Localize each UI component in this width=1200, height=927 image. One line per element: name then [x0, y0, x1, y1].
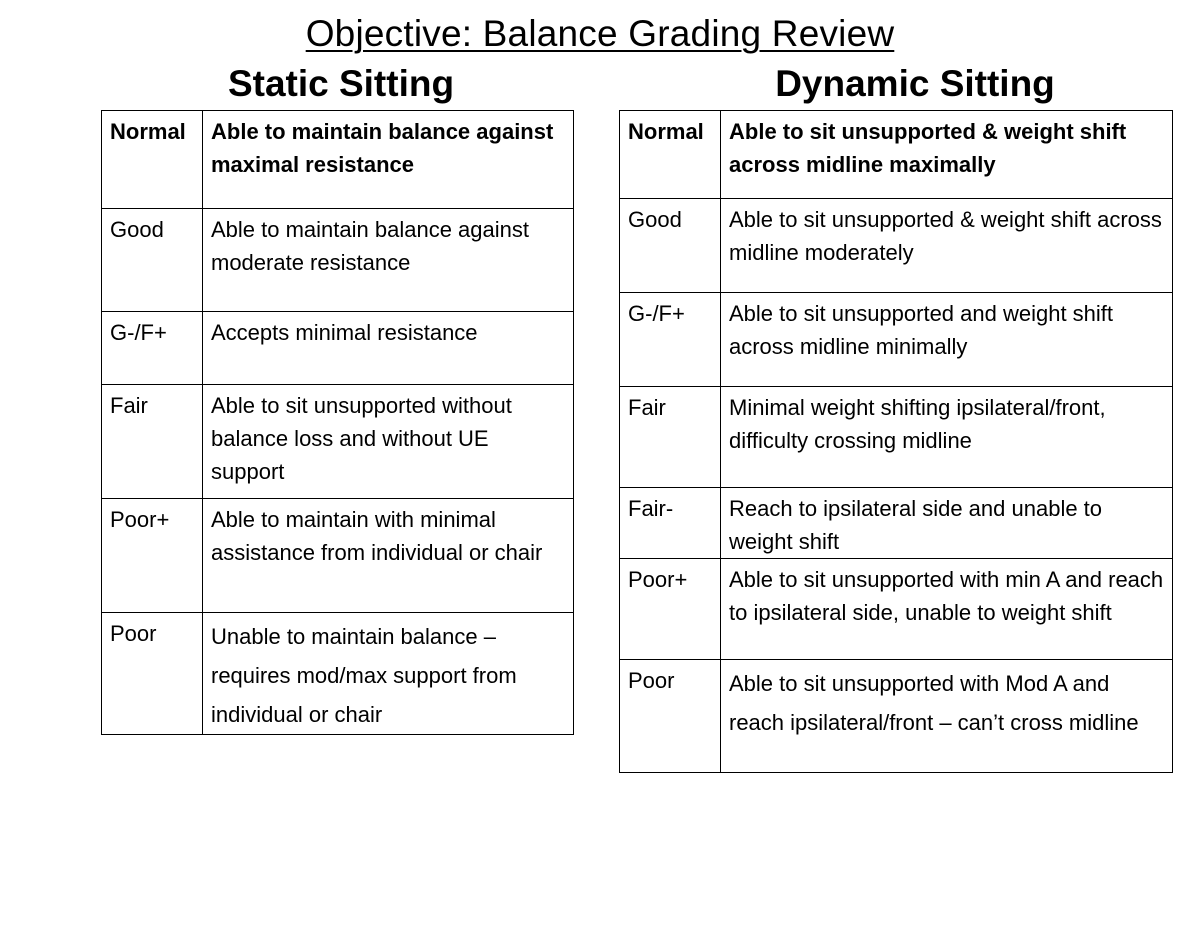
- table-row: [620, 293, 1173, 387]
- grade-cell: Good: [102, 209, 203, 312]
- description-cell: Able to maintain balance against maximal resistance: [203, 111, 574, 209]
- table-row: [620, 488, 1173, 559]
- table-row: [102, 312, 574, 385]
- grade-cell: Poor: [620, 660, 721, 773]
- description-cell: Reach to ipsilateral side and unable to weight shift: [721, 488, 1173, 559]
- grade-cell: Fair: [620, 387, 721, 488]
- table-row: [102, 499, 574, 613]
- grade-cell: Poor: [102, 613, 203, 735]
- grade-cell: Fair-: [620, 488, 721, 559]
- description-cell: Accepts minimal resistance: [203, 312, 574, 385]
- table-row: [620, 387, 1173, 488]
- static-sitting-heading: Static Sitting: [227, 63, 455, 104]
- description-cell: Able to sit unsupported with min A and reach to ipsilateral side, unable to weight shift: [721, 559, 1173, 660]
- dynamic-sitting-heading: Dynamic Sitting: [775, 63, 1055, 104]
- dynamic-sitting-table: [619, 110, 1173, 773]
- table-row: [620, 660, 1173, 773]
- grade-cell: Poor+: [102, 499, 203, 613]
- table-row: [620, 111, 1173, 199]
- table-row: [102, 209, 574, 312]
- description-cell: Able to sit unsupported with Mod A and reach ipsilateral/front – can’t cross midline: [721, 660, 1173, 773]
- page-title: Objective: Balance Grading Review: [305, 13, 895, 54]
- static-sitting-table: [101, 110, 574, 735]
- description-cell: Minimal weight shifting ipsilateral/front, difficulty crossing midline: [721, 387, 1173, 488]
- grade-cell: Normal: [102, 111, 203, 209]
- grade-cell: Normal: [620, 111, 721, 199]
- table-row: [102, 613, 574, 735]
- table-row: [102, 385, 574, 499]
- description-cell: Able to sit unsupported & weight shift across midline moderately: [721, 199, 1173, 293]
- grade-cell: G-/F+: [620, 293, 721, 387]
- table-row: [102, 111, 574, 209]
- description-cell: Able to sit unsupported and weight shift across midline minimally: [721, 293, 1173, 387]
- grade-cell: Poor+: [620, 559, 721, 660]
- table-row: [620, 559, 1173, 660]
- description-cell: Able to sit unsupported without balance loss and without UE support: [203, 385, 574, 499]
- description-cell: Able to sit unsupported & weight shift across midline maximally: [721, 111, 1173, 199]
- grade-cell: Fair: [102, 385, 203, 499]
- table-row: [620, 199, 1173, 293]
- grade-cell: G-/F+: [102, 312, 203, 385]
- grade-cell: Good: [620, 199, 721, 293]
- description-cell: Able to maintain balance against moderate resistance: [203, 209, 574, 312]
- description-cell: Unable to maintain balance – requires mod/max support from individual or chair: [203, 613, 574, 735]
- description-cell: Able to maintain with minimal assistance from individual or chair: [203, 499, 574, 613]
